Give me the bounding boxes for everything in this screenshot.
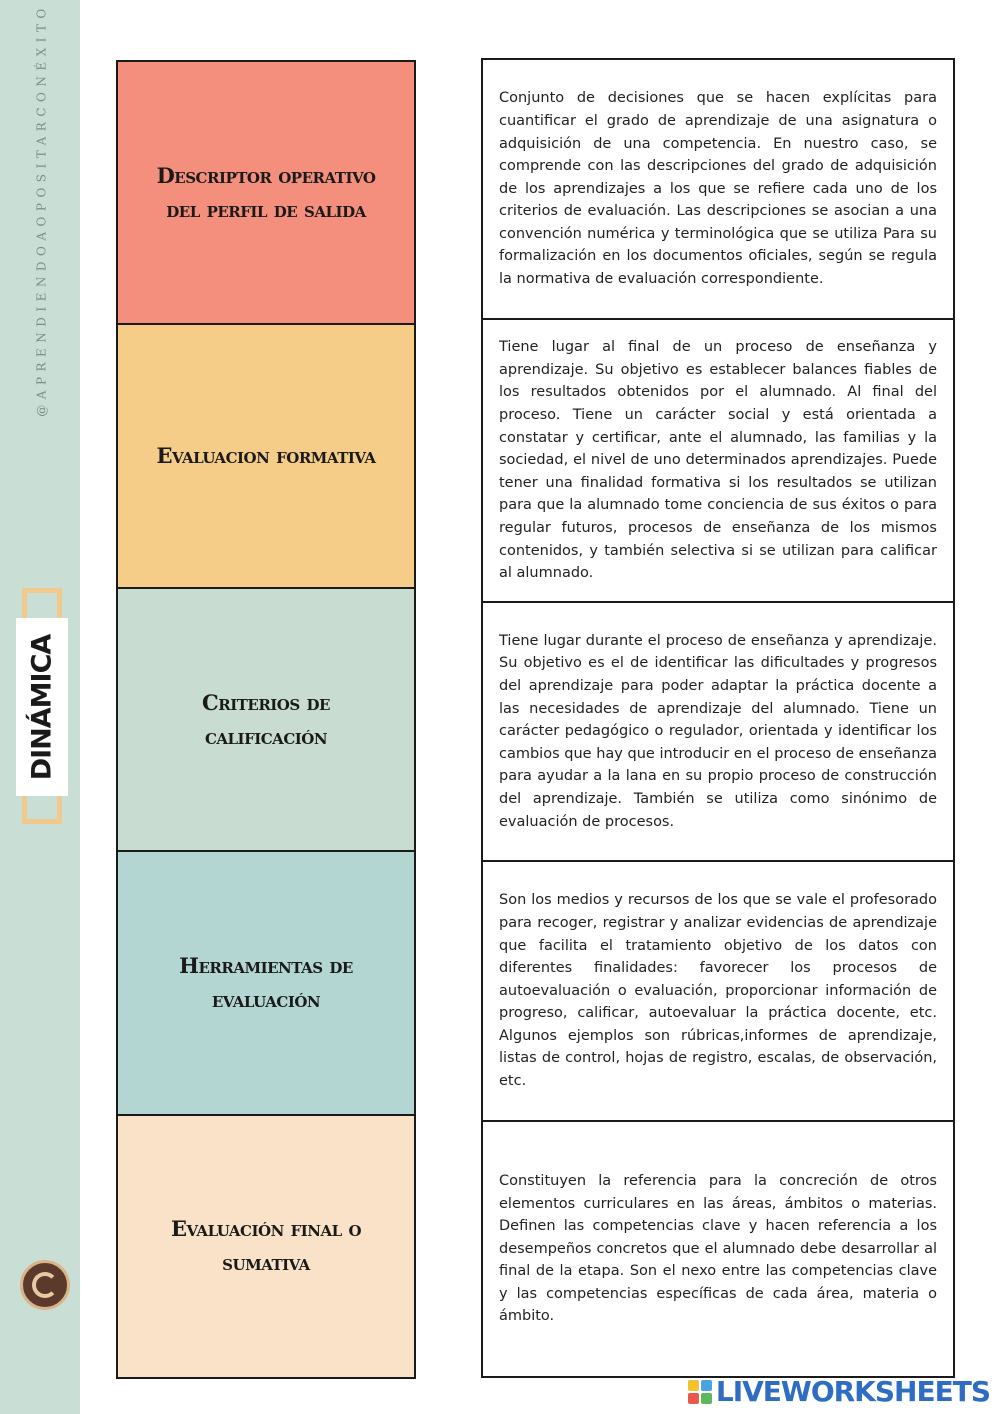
term-box[interactable] [118, 852, 414, 1115]
term-box[interactable] [118, 589, 414, 852]
definition-box[interactable] [483, 862, 953, 1122]
watermark-text: LIVEWORKSHEETS [715, 1375, 990, 1408]
definition-text: Conjunto de decisiones que se hacen explícitas para cuantificar el grado de aprendizaje de una asignatura o adquisición de una competencia. En nuestro caso, se comprende con las descripciones del grado de adquisición de los aprendizajes a los que se refiere cada uno de los criterios de evaluación. Las descripciones se asocian a una convención numérica y terminológica que se utiliza Para su formalización en los documentos oficiales, según se regula la normativa de evaluación correspondiente. [499, 90, 937, 288]
term-label: Herramientas de evaluación [179, 952, 353, 1012]
social-handle [22, 3, 62, 417]
term-box[interactable] [118, 325, 414, 588]
definitions-column [481, 58, 955, 1378]
terms-column [116, 60, 416, 1379]
definition-box[interactable] [483, 320, 953, 603]
term-box[interactable] [118, 62, 414, 325]
spiral-logo-icon [20, 1260, 70, 1310]
term-label: Evaluacion formativa [156, 443, 376, 469]
term-box[interactable] [118, 1116, 414, 1377]
term-label: Descriptor operativo del perfil de salida [156, 162, 376, 222]
definition-text: Constituyen la referencia para la concreción de otros elementos curriculares en las áreas, ámbitos o materias. Definen las competencias clave y hacen referencia a los desempeños concretos que el alumnado debe desarrollar al final de la etapa. Son el nexo entre las competencias clave y las competencias específicas de cada área, materia o ámbito. [499, 1172, 937, 1325]
section-badge-text: DINÁMICA [26, 634, 58, 780]
definition-box[interactable] [483, 60, 953, 320]
definition-text: Son los medios y recursos de los que se vale el profesorado para recoger, registrar y analizar evidencias de aprendizaje que facilita el tratamiento objetivo de los datos con diferentes finalidades: favorecer los procesos de autoevaluación o evaluación, proporcionar información de progreso, calificar, autoevaluar la práctica docente, etc. Algunos ejemplos son rúbricas,informes de aprendizaje, listas de control, hojas de registro, escalas, de observación, etc. [499, 892, 937, 1090]
social-handle-text: @APRENDIENDOAOPOSITARCONÉXITO [35, 3, 50, 417]
term-label: Criterios de calificación [202, 689, 330, 749]
section-badge [16, 618, 68, 796]
sidebar [0, 0, 80, 1414]
definition-text: Tiene lugar durante el proceso de enseñanza y aprendizaje. Su objetivo es el de identificar las dificultades y progresos del aprendizaje para poder adaptar la práctica docente a las necesidades de aprendizaje del alumnado. Tiene un carácter pedagógico o regulador, orientada y identificar los cambios que hay que introducir en el proceso de enseñanza para ayudar a la lana en su propio proceso de construcción del aprendizaje. También se utiliza como sinónimo de evaluación de procesos. [499, 632, 937, 830]
term-label: Evaluación final o sumativa [170, 1216, 362, 1276]
liveworksheets-watermark [688, 1375, 990, 1408]
definition-box[interactable] [483, 603, 953, 862]
liveworksheets-logo-icon [688, 1380, 712, 1404]
definition-text: Tiene lugar al final de un proceso de enseñanza y aprendizaje. Su objetivo es establecer balances fiables de los resultados obtenidos por el alumnado. Al final del proceso. Tiene un carácter social y está orientada a constatar y certificar, ante el alumnado, las familias y la sociedad, el nivel de uno determinados aprendizajes. Puede tener una finalidad formativa si los resultados se utilizan para que la alumnado tome conciencia de sus éxitos o para regular futuros, procesos de enseñanza de los mismos contenidos, y también selectiva si se utilizan para calificar al alumnado. [499, 339, 937, 582]
definition-box[interactable] [483, 1122, 953, 1376]
